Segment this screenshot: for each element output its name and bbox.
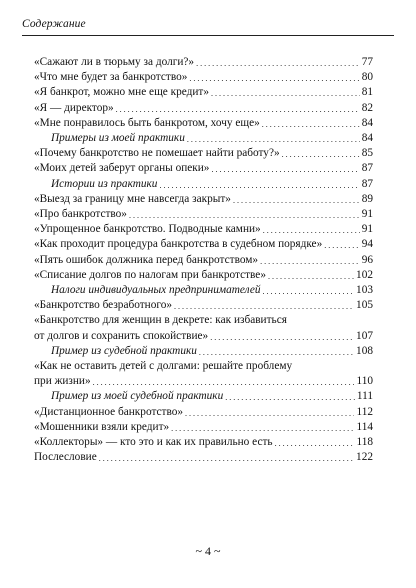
toc-entry-title: при жизни»: [34, 375, 91, 388]
toc-entry-title: «Выезд за границу мне навсегда закрыт»: [34, 192, 231, 205]
toc-page-number: 108: [356, 344, 373, 357]
dot-leader: [211, 89, 360, 100]
toc-entry: [34, 237, 373, 252]
toc-entry: [34, 101, 373, 116]
toc-entry-title: Примеры из моей практики: [51, 132, 185, 145]
toc-entry-title: «Списание долгов по налогам при банкротстве»: [34, 268, 266, 281]
dot-leader: [185, 409, 354, 420]
dot-leader: [174, 302, 354, 313]
dot-leader: [129, 211, 360, 222]
dot-leader: [171, 424, 354, 435]
toc-entry-title: Пример из моей судебной практики: [51, 390, 224, 403]
toc-entry-title: «Моих детей заберут органы опеки»: [34, 162, 210, 175]
toc-page-number: 87: [361, 177, 373, 190]
toc-entry: [34, 298, 373, 313]
toc-entry-title: «Я — директор»: [34, 101, 114, 114]
toc-entry-title: «Банкротство безработного»: [34, 299, 172, 312]
toc-entry-title: Истории из практики: [51, 177, 158, 190]
toc-page-number: 77: [361, 56, 373, 68]
toc-page-number: 102: [356, 268, 373, 281]
toc-page-number: 81: [361, 86, 373, 99]
dot-leader: [268, 272, 354, 283]
toc-entry-title: Пример из судебной практики: [51, 344, 197, 357]
dot-leader: [189, 74, 359, 85]
toc-entry: [34, 116, 373, 131]
toc-entry-title: «Про банкротство»: [34, 208, 127, 221]
toc-entry: [34, 161, 373, 176]
toc-entry-title: «Мошенники взяли кредит»: [34, 420, 170, 433]
toc-entry: [34, 55, 373, 70]
header-title: Содержание: [22, 18, 86, 30]
dot-leader: [159, 181, 359, 192]
dot-leader: [262, 120, 360, 131]
toc-entry: [34, 207, 373, 222]
toc-entry: [34, 420, 373, 435]
toc-entry-title: от долгов и сохранить спокойствие»: [34, 329, 209, 342]
toc-page-number: 94: [361, 238, 373, 251]
toc-entry-title: «Пять ошибок должника перед банкротством»: [34, 253, 259, 266]
running-header: [22, 14, 394, 36]
toc-page-number: 112: [356, 405, 373, 418]
toc-entry-title: «Почему банкротство не помешает найти работу?»: [34, 147, 280, 160]
toc-entry: [34, 222, 373, 237]
toc-entry-title-line: «Как не оставить детей с долгами: решайте проблему: [34, 360, 293, 373]
toc-page-number: 85: [361, 147, 373, 160]
toc-page-number: 89: [361, 192, 373, 205]
toc-entry-title: «Как проходит процедура банкротства в судебном порядке»: [34, 238, 323, 251]
dot-leader: [263, 226, 360, 237]
dot-leader: [187, 135, 360, 146]
toc-page-number: 96: [361, 253, 373, 266]
toc-entry-title: «Коллекторы» — кто это и как их правильно есть: [34, 436, 273, 449]
toc-entry: [34, 146, 373, 161]
toc-subentry: [34, 344, 373, 359]
dot-leader: [99, 454, 354, 465]
toc-page-number: 82: [361, 101, 373, 114]
dot-leader: [196, 59, 360, 70]
table-of-contents: [34, 55, 373, 465]
toc-page-number: 91: [361, 223, 373, 236]
dot-leader: [275, 439, 355, 450]
toc-page-number: 114: [356, 420, 373, 433]
dot-leader: [210, 333, 354, 344]
toc-entry-title: Налоги индивидуальных предпринимателей: [51, 284, 261, 297]
toc-entry-title: «Что мне будет за банкротство»: [34, 71, 188, 84]
toc-page-number: 107: [356, 329, 373, 342]
toc-entry-title: «Мне понравилось быть банкротом, хочу еще»: [34, 116, 260, 129]
toc-page-number: 87: [361, 162, 373, 175]
toc-entry: [34, 70, 373, 85]
toc-entry-title-line: «Банкротство для женщин в декрете: как избавиться: [34, 314, 287, 327]
dot-leader: [263, 287, 355, 298]
toc-entry-title: «Я банкрот, можно мне еще кредит»: [34, 86, 209, 99]
toc-entry: [34, 359, 373, 389]
dot-leader: [260, 257, 360, 268]
dot-leader: [225, 393, 355, 404]
toc-subentry: [34, 389, 373, 404]
toc-page-number: 84: [361, 132, 373, 145]
toc-page-number: 118: [356, 436, 373, 449]
dot-leader: [233, 196, 360, 207]
dot-leader: [199, 348, 354, 359]
dot-leader: [324, 241, 359, 252]
dot-leader: [211, 165, 359, 176]
toc-page-number: 110: [356, 375, 373, 388]
toc-entry: [34, 268, 373, 283]
toc-entry: [34, 435, 373, 450]
toc-subentry: [34, 177, 373, 192]
toc-entry: [34, 192, 373, 207]
toc-page-number: 80: [361, 71, 373, 84]
toc-subentry: [34, 283, 373, 298]
dot-leader: [116, 105, 360, 116]
toc-page-number: 111: [356, 390, 373, 403]
page-number: ~ 4 ~: [195, 544, 221, 558]
toc-entry: [34, 253, 373, 268]
dot-leader: [93, 378, 355, 389]
toc-page-number: 103: [356, 284, 373, 297]
toc-entry-title: «Дистанционное банкротство»: [34, 405, 184, 418]
dot-leader: [282, 150, 360, 161]
toc-entry-title: «Упрощенное банкротство. Подводные камни»: [34, 223, 261, 236]
toc-subentry: [34, 131, 373, 146]
toc-entry: [34, 405, 373, 420]
toc-page-number: 105: [356, 299, 373, 312]
toc-page-number: 84: [361, 116, 373, 129]
toc-entry: [34, 85, 373, 100]
toc-entry: [34, 313, 373, 343]
toc-entry-title: «Сажают ли в тюрьму за долги?»: [34, 56, 195, 68]
toc-entry-title: Послесловие: [34, 451, 97, 464]
toc-page-number: 122: [356, 451, 373, 464]
toc-entry: [34, 450, 373, 465]
toc-page-number: 91: [361, 208, 373, 221]
